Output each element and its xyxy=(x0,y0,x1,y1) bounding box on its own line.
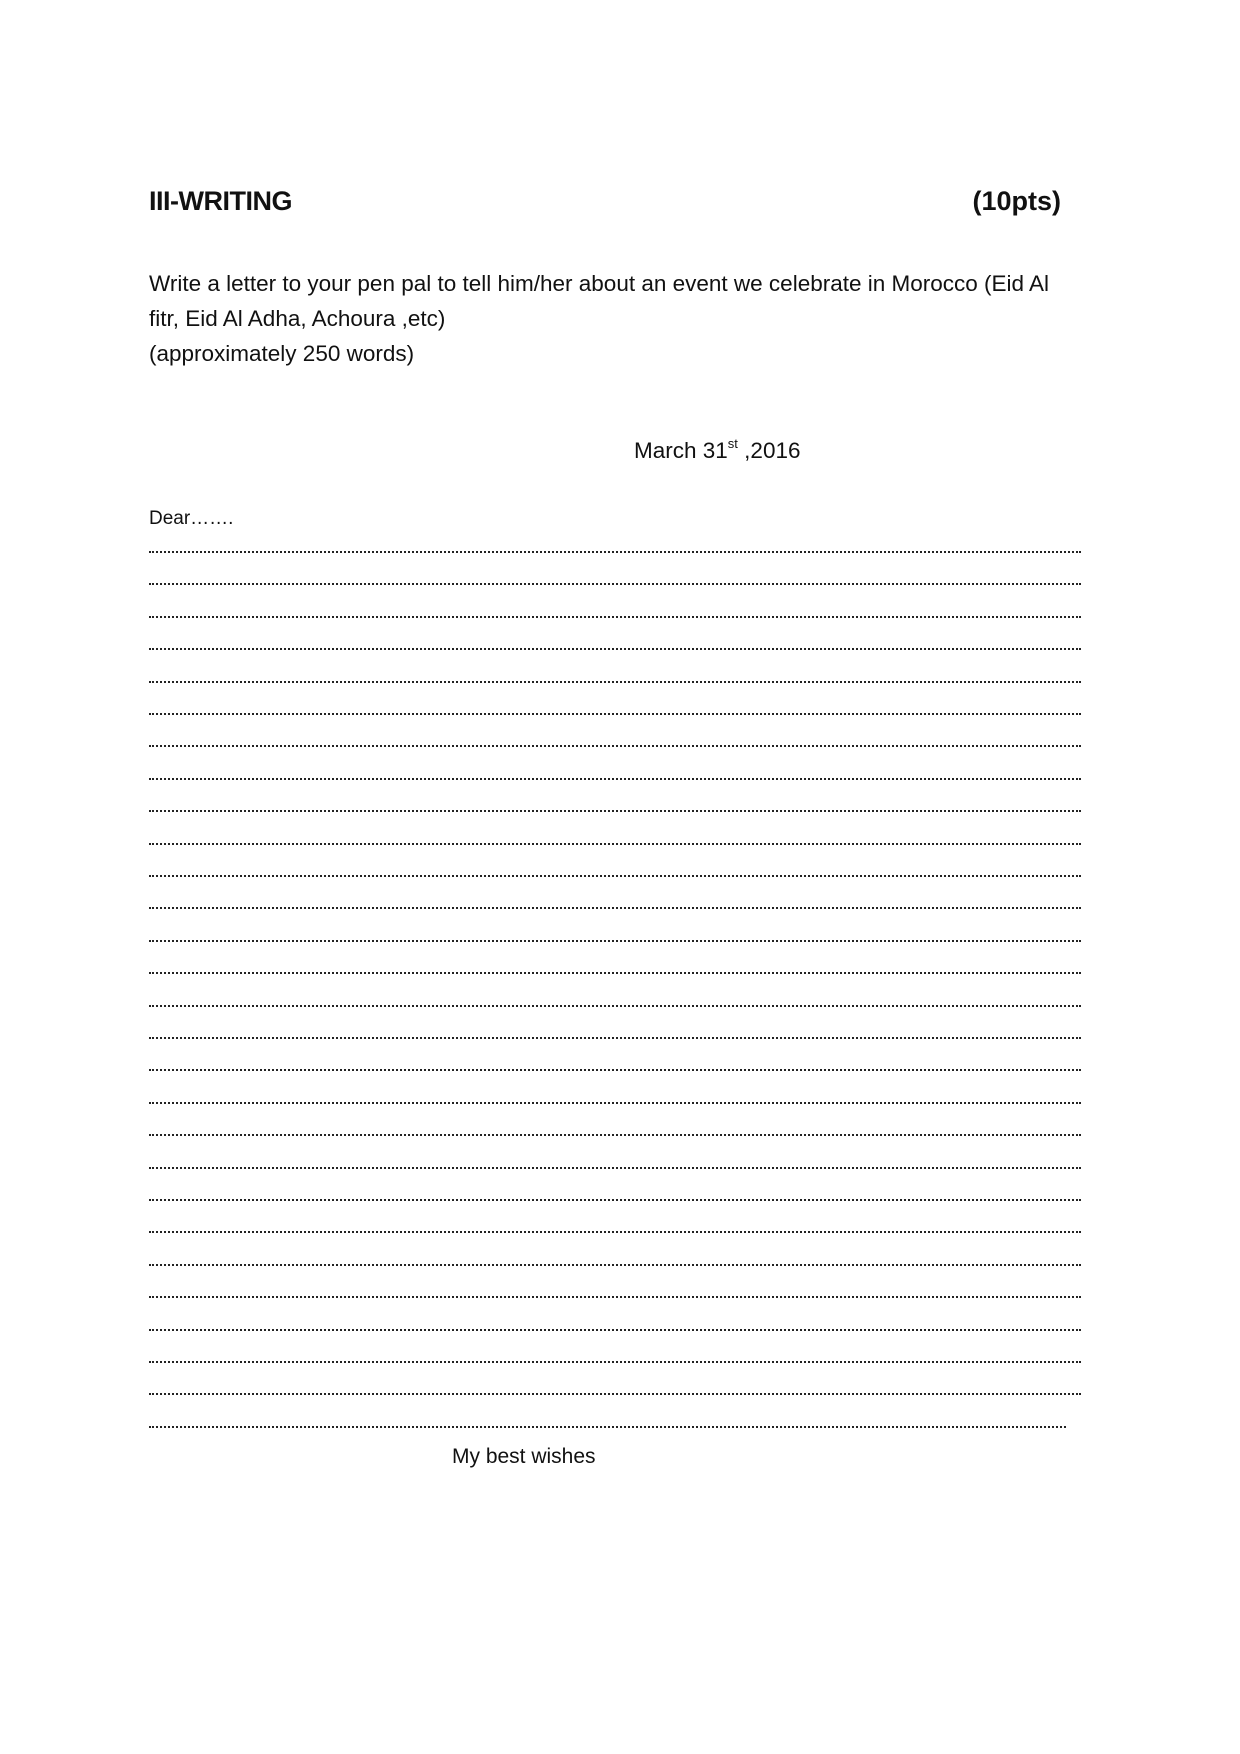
writing-line[interactable] xyxy=(149,648,1081,650)
writing-line[interactable] xyxy=(149,778,1081,780)
writing-line[interactable] xyxy=(149,907,1081,909)
writing-line[interactable] xyxy=(149,1264,1081,1266)
instructions-line-3: (approximately 250 words) xyxy=(149,341,415,366)
writing-line[interactable] xyxy=(149,713,1081,715)
date-month-day: March 31 xyxy=(634,438,728,463)
writing-line[interactable] xyxy=(149,1069,1081,1071)
writing-line[interactable] xyxy=(149,1296,1081,1298)
writing-line[interactable] xyxy=(149,745,1081,747)
writing-line[interactable] xyxy=(149,681,1081,683)
instructions-line-1: Write a letter to your pen pal to tell him/her about an event we celebrate in Morocco (Eid Al xyxy=(149,271,1050,296)
writing-line[interactable] xyxy=(149,1329,1081,1331)
letter-closing: My best wishes xyxy=(452,1445,596,1468)
writing-line[interactable] xyxy=(149,940,1081,942)
writing-line[interactable] xyxy=(149,1102,1081,1104)
writing-line[interactable] xyxy=(149,1199,1081,1201)
letter-salutation: Dear……. xyxy=(149,508,234,529)
writing-line[interactable] xyxy=(149,583,1081,585)
date-ordinal-suffix: st xyxy=(727,436,738,451)
writing-line[interactable] xyxy=(149,1361,1081,1363)
writing-line[interactable] xyxy=(149,1393,1081,1395)
writing-line[interactable] xyxy=(149,551,1081,553)
section-title: III-WRITING xyxy=(149,186,292,216)
date-year: ,2016 xyxy=(737,438,801,463)
writing-line[interactable] xyxy=(149,810,1081,812)
instructions-line-2: fitr, Eid Al Adha, Achoura ,etc) xyxy=(149,306,446,331)
writing-lines xyxy=(149,0,1089,1754)
writing-line[interactable] xyxy=(149,1134,1081,1136)
writing-line[interactable] xyxy=(149,1037,1081,1039)
writing-line[interactable] xyxy=(149,1231,1081,1233)
writing-line[interactable] xyxy=(149,616,1081,618)
writing-line[interactable] xyxy=(149,875,1081,877)
writing-line[interactable] xyxy=(149,972,1081,974)
writing-line[interactable] xyxy=(149,843,1081,845)
section-points: (10pts) xyxy=(972,186,1061,216)
writing-line[interactable] xyxy=(149,1426,1066,1428)
writing-line[interactable] xyxy=(149,1005,1081,1007)
writing-line[interactable] xyxy=(149,1167,1081,1169)
